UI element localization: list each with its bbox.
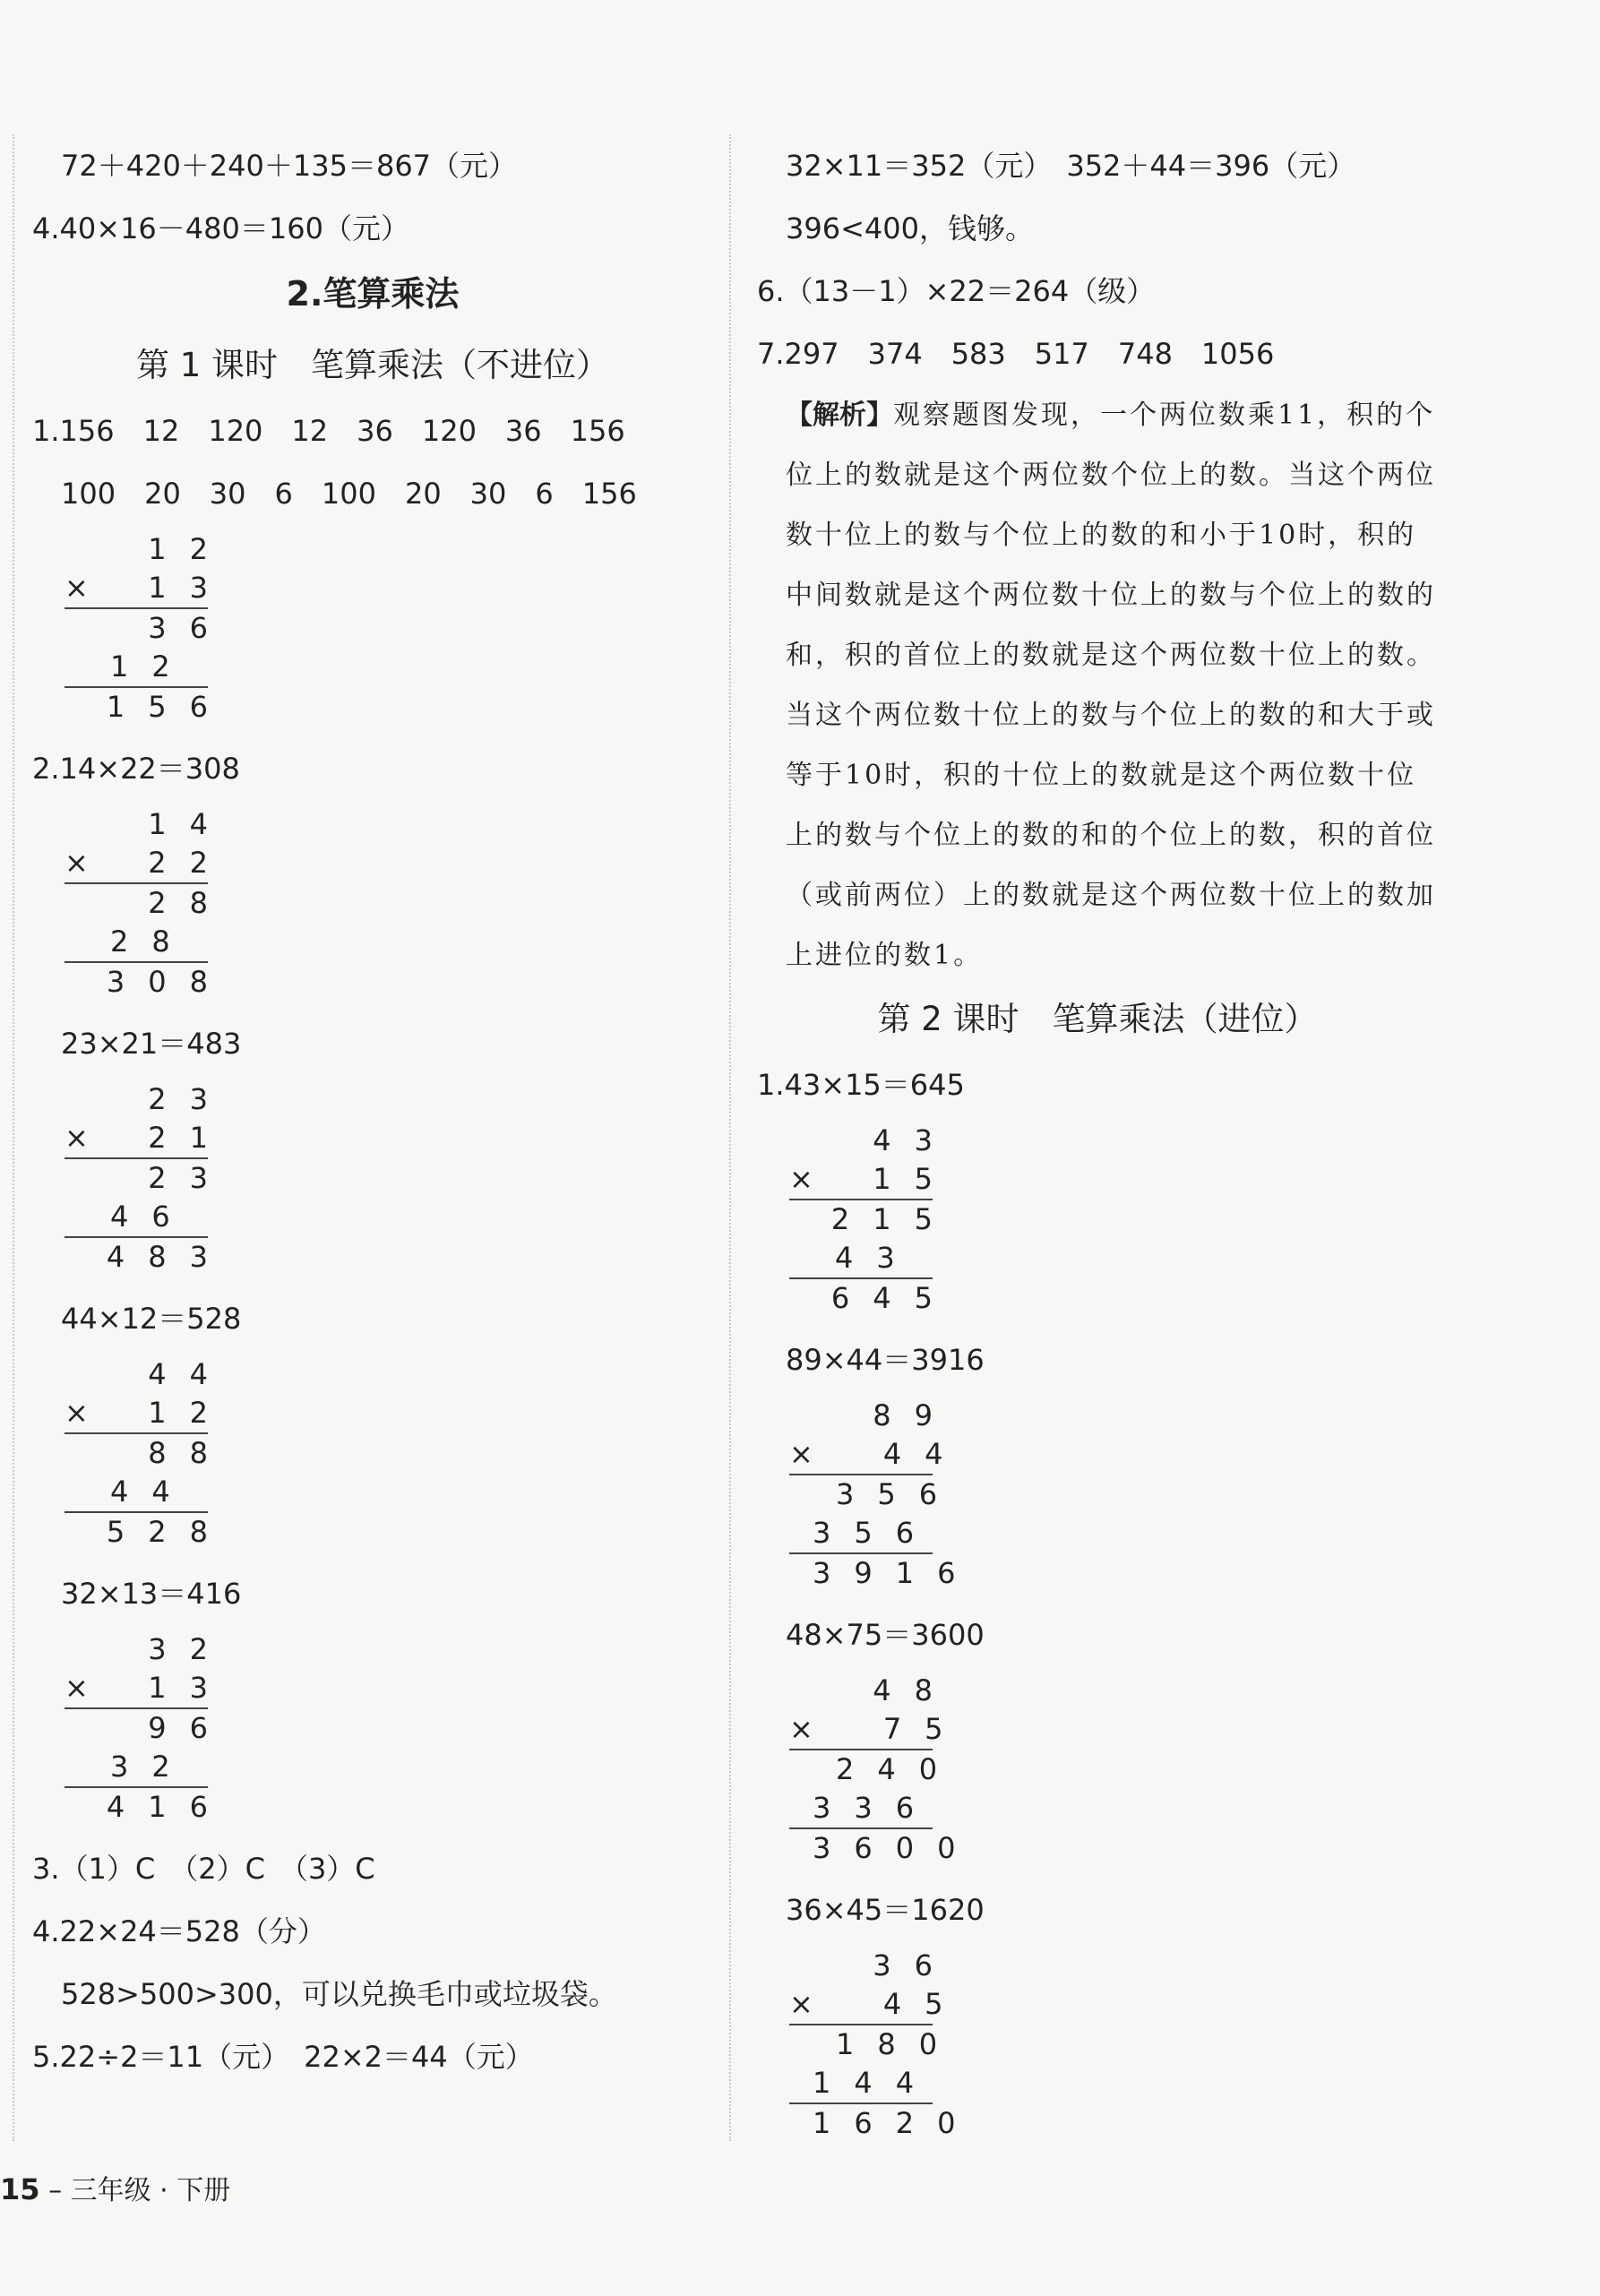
answer-line: 32×11＝352（元） 352＋44＝396（元） (786, 149, 1356, 183)
calc-digit (110, 1080, 125, 1119)
calc-digit: 8 (189, 965, 208, 999)
calc-digit: 6 (189, 611, 208, 645)
calc-digit: 5 (925, 1987, 943, 2021)
left-column (32, 134, 713, 2088)
calc-sign (65, 1080, 87, 1119)
answer-line: 4.40×16－480＝160（元） (32, 211, 409, 245)
calc-row (789, 1672, 933, 1710)
calc-digit: 1 (148, 1396, 167, 1430)
calc-digit: 5 (914, 1281, 933, 1315)
calc-row (789, 1554, 956, 1593)
calc-row (65, 1159, 208, 1198)
calc-sign (65, 1159, 87, 1198)
calc-sign (65, 1434, 87, 1473)
vertical-calc (789, 1672, 956, 1868)
calc-sign: × (789, 1987, 813, 2021)
calc-digit: 8 (189, 886, 208, 920)
calc-digit: 8 (873, 1398, 891, 1432)
calc-sign: × (789, 1162, 813, 1196)
calc-digit (918, 1239, 933, 1277)
calc-row (789, 1397, 933, 1435)
calc-sign (789, 1672, 796, 1710)
calc-digit: 0 (918, 2027, 938, 2061)
calc-digit: 3 (813, 1791, 831, 1825)
calc-digit: 2 (148, 1082, 167, 1116)
answer-line: 32×13＝416 (61, 1577, 242, 1611)
calc-sign (65, 884, 87, 923)
calc-sign (789, 1122, 812, 1160)
calc-digit: 8 (148, 1240, 167, 1274)
calc-digit: 2 (110, 924, 129, 959)
calc-digit: 1 (873, 1202, 891, 1236)
calc-sign (789, 1200, 808, 1239)
calc-sign: × (789, 1437, 813, 1471)
calc-digit: 4 (106, 1790, 125, 1824)
calc-row (789, 1947, 933, 1985)
calc-digit: 0 (918, 1752, 938, 1786)
calc-digit: 1 (148, 532, 167, 566)
calc-sign: × (789, 1712, 813, 1746)
calc-digit: 4 (854, 2066, 873, 2100)
calc-sign (65, 648, 87, 686)
answer-line: 1.43×15＝645 (757, 1068, 965, 1102)
calc-digit: 3 (854, 1791, 873, 1825)
calc-digit (194, 923, 208, 961)
column-divider (729, 134, 731, 2141)
calc-row (65, 1119, 208, 1159)
calc-digit: 1 (148, 571, 167, 605)
calc-digit (819, 1397, 822, 1435)
calc-digit: 3 (148, 611, 167, 645)
calc-sign (65, 923, 87, 961)
calc-digit (194, 1748, 208, 1786)
calc-row (65, 1669, 208, 1709)
calc-digit: 1 (813, 2106, 831, 2140)
calc-sign: × (65, 1121, 89, 1155)
calc-digit: 1 (148, 807, 167, 841)
vertical-calc (789, 1947, 956, 2143)
calc-digit (110, 1434, 125, 1473)
answer-line: 100 20 30 6 100 20 30 6 156 (61, 477, 637, 511)
calc-digit: 6 (854, 2106, 873, 2140)
calc-row (789, 2064, 933, 2104)
section-title: 2.笔算乘法 (286, 274, 460, 314)
calc-sign (789, 1239, 812, 1277)
answer-line: 23×21＝483 (61, 1027, 242, 1061)
calc-digit (846, 1672, 849, 1710)
calc-row (789, 1750, 938, 1789)
calc-digit (819, 1947, 822, 1985)
answer-line: 528>500>300，可以兑换毛巾或垃圾袋。 (61, 1977, 617, 2011)
calc-digit: 1 (895, 1556, 915, 1590)
calc-digit: 4 (106, 1240, 125, 1274)
calc-digit: 7 (882, 1712, 902, 1746)
calc-row (789, 1200, 933, 1239)
calc-digit: 6 (830, 1281, 850, 1315)
calc-digit: 3 (813, 1831, 831, 1865)
answer-line: 4.22×24＝528（分） (32, 1914, 326, 1948)
calc-digit (194, 648, 208, 686)
calc-row (65, 963, 208, 1002)
calc-sign (789, 1947, 796, 1985)
calc-digit (194, 1473, 208, 1511)
lesson-title: 第 1 课时 笔算乘法（不进位） (135, 346, 610, 384)
answer-line: 7.297 374 583 517 748 1056 (757, 337, 1275, 371)
calc-row (789, 2104, 956, 2143)
calc-row (65, 1394, 208, 1434)
calc-sign: × (65, 1671, 89, 1705)
calc-digit: 4 (873, 1281, 891, 1315)
calc-sign (65, 1630, 87, 1669)
calc-digit: 4 (189, 807, 208, 841)
calc-digit (110, 1630, 125, 1669)
calc-digit: 6 (895, 1516, 915, 1550)
page-footer (0, 2168, 230, 2207)
calc-digit: 5 (914, 1202, 933, 1236)
calc-sign (65, 1355, 87, 1394)
calc-digit: 8 (914, 1673, 933, 1707)
left-margin-rule (13, 134, 14, 2141)
calc-sign (65, 1238, 83, 1277)
vertical-calc (789, 1397, 956, 1593)
calc-sign (65, 1788, 83, 1827)
calc-sign (65, 530, 87, 569)
calc-row (789, 1475, 938, 1514)
calc-digit (846, 1947, 849, 1985)
calc-row (789, 1985, 943, 2025)
calc-digit: 3 (914, 1123, 933, 1157)
calc-digit (194, 1198, 208, 1236)
calc-digit: 4 (873, 1673, 891, 1707)
calc-row (789, 1239, 933, 1279)
calc-digit: 6 (937, 1556, 956, 1590)
calc-digit (112, 844, 125, 882)
calc-row (789, 1829, 956, 1868)
calc-digit (110, 1709, 125, 1748)
calc-sign (65, 609, 87, 648)
calc-sign (65, 963, 83, 1002)
calc-digit: 6 (895, 1791, 915, 1825)
calc-digit: 2 (189, 1396, 208, 1430)
vertical-calc (65, 1355, 208, 1552)
calc-digit: 5 (106, 1515, 125, 1549)
calc-digit: 4 (110, 1475, 129, 1509)
calc-row (789, 2025, 938, 2064)
calc-digit (110, 1355, 125, 1394)
calc-digit: 4 (882, 1987, 902, 2021)
calc-digit: 6 (854, 1831, 873, 1865)
calc-digit (112, 569, 125, 607)
answer-line: 6.（13－1）×22＝264（级） (757, 274, 1156, 308)
calc-digit: 3 (836, 1477, 855, 1511)
calc-row (65, 1473, 208, 1513)
answer-line: 3.（1）C （2）C （3）C (32, 1852, 375, 1886)
calc-row (65, 1709, 208, 1748)
vertical-calc (65, 1630, 208, 1827)
calc-sign: × (65, 571, 89, 605)
calc-digit: 4 (110, 1200, 129, 1234)
calc-row (789, 1789, 933, 1829)
vertical-calc (789, 1122, 933, 1318)
calc-row (789, 1435, 943, 1475)
calc-sign (789, 1397, 796, 1435)
calc-digit: 8 (877, 2027, 896, 2061)
calc-digit: 4 (925, 1437, 943, 1471)
calc-sign (65, 1709, 87, 1748)
calc-digit: 6 (914, 1948, 933, 1982)
footer-dash: – (48, 2175, 63, 2206)
calc-sign (65, 1748, 87, 1786)
calc-row (65, 884, 208, 923)
calc-digit (112, 1119, 125, 1157)
calc-digit: 1 (106, 690, 125, 724)
calc-digit: 8 (189, 1515, 208, 1549)
calc-digit: 9 (914, 1398, 933, 1432)
calc-digit: 6 (151, 1200, 170, 1234)
calc-digit: 2 (836, 1752, 855, 1786)
calc-digit: 6 (189, 1711, 208, 1745)
calc-digit (110, 884, 125, 923)
calc-digit (110, 530, 125, 569)
calc-digit: 6 (918, 1477, 938, 1511)
calc-digit: 8 (148, 1436, 167, 1470)
vertical-calc (65, 1080, 208, 1277)
calc-digit: 0 (895, 1831, 915, 1865)
calc-digit: 2 (148, 1161, 167, 1195)
calc-digit: 3 (189, 1082, 208, 1116)
answer-line: 1.156 12 120 12 36 120 36 156 (32, 414, 625, 448)
calc-digit: 5 (854, 1516, 873, 1550)
calc-digit (112, 1394, 125, 1432)
calc-row (65, 805, 208, 844)
calc-digit: 2 (148, 846, 167, 880)
calc-sign (65, 805, 87, 844)
calc-digit: 5 (148, 690, 167, 724)
calc-digit (110, 1159, 125, 1198)
calc-digit (112, 1669, 125, 1707)
calc-row (65, 844, 208, 884)
calc-row (65, 923, 208, 963)
calc-digit: 0 (937, 2106, 956, 2140)
calc-digit: 5 (925, 1712, 943, 1746)
answer-line: 36×45＝1620 (786, 1893, 985, 1927)
analysis-text: 观察题图发现，一个两位数乘11，积的个位上的数就是这个两位数个位上的数。当这个两位数十位上的数与个位上的数的和小于10时，积的中间数就是这个两位数十位上的数与个位上的数的和，积的首位上的数就是这个两位数十位上的数。当这个两位数十位上的数与个位上的数的和大于或等于10时，积的十位上的数就是这个两位数十位上的数与个位上的数的和的个位上的数，积的首位（或前两位）上的数就是这个两位数十位上的数加上进位的数1。 (786, 400, 1436, 971)
calc-digit: 3 (189, 1671, 208, 1705)
calc-digit: 2 (148, 1121, 167, 1155)
analysis-block (757, 385, 1438, 985)
calc-digit: 2 (189, 1632, 208, 1666)
calc-digit: 0 (148, 965, 167, 999)
calc-digit: 4 (877, 1752, 896, 1786)
calc-row (65, 688, 208, 727)
calc-digit: 3 (873, 1948, 891, 1982)
calc-digit: 3 (189, 571, 208, 605)
answer-line: 2.14×22＝308 (32, 752, 240, 786)
calc-digit: 2 (830, 1202, 850, 1236)
answer-line: 396<400，钱够。 (786, 211, 1034, 245)
calc-digit: 6 (189, 690, 208, 724)
calc-digit: 4 (835, 1241, 854, 1275)
calc-row (65, 530, 208, 569)
footer-grade: 三年级 · 下册 (70, 2175, 231, 2206)
calc-sign (65, 1513, 83, 1552)
calc-digit (819, 1672, 822, 1710)
calc-row (65, 648, 208, 688)
calc-digit: 3 (189, 1240, 208, 1274)
calc-digit: 2 (148, 1515, 167, 1549)
calc-row (65, 569, 208, 609)
calc-row (65, 1748, 208, 1788)
calc-digit: 9 (854, 1556, 873, 1590)
calc-digit: 4 (873, 1123, 891, 1157)
calc-row (789, 1122, 933, 1160)
calc-digit: 0 (937, 1831, 956, 1865)
calc-digit: 3 (813, 1556, 831, 1590)
calc-sign: × (65, 1396, 89, 1430)
calc-digit (110, 609, 125, 648)
calc-sign (789, 1279, 808, 1318)
calc-digit: 2 (148, 886, 167, 920)
calc-digit: 6 (189, 1790, 208, 1824)
calc-row (789, 1710, 943, 1750)
calc-digit: 4 (189, 1357, 208, 1391)
right-column (757, 134, 1438, 2154)
calc-row (65, 1434, 208, 1473)
calc-digit: 3 (876, 1241, 895, 1275)
answer-line: 48×75＝3600 (786, 1618, 985, 1652)
calc-digit: 3 (813, 1516, 831, 1550)
calc-digit: 1 (813, 2066, 831, 2100)
calc-row (65, 1355, 208, 1394)
calc-row (65, 1513, 208, 1552)
calc-digit: 2 (189, 846, 208, 880)
answer-line: 72＋420＋240＋135＝867（元） (61, 149, 518, 183)
lesson-title: 第 2 课时 笔算乘法（进位） (877, 1000, 1318, 1038)
calc-digit: 4 (895, 2066, 915, 2100)
calc-digit: 1 (148, 1671, 167, 1705)
calc-digit: 9 (148, 1711, 167, 1745)
calc-digit: 3 (110, 1750, 129, 1784)
calc-sign (65, 1473, 87, 1511)
vertical-calc (65, 530, 208, 727)
calc-digit: 2 (151, 1750, 170, 1784)
calc-digit: 5 (914, 1162, 933, 1196)
calc-row (65, 1198, 208, 1238)
analysis-tag: 【解析】 (786, 400, 893, 431)
calc-digit (835, 1122, 849, 1160)
calc-digit: 1 (836, 2027, 855, 2061)
calc-row (789, 1514, 933, 1554)
calc-digit (837, 1160, 849, 1199)
calc-row (65, 1080, 208, 1119)
calc-digit: 3 (106, 965, 125, 999)
calc-sign (65, 688, 83, 727)
calc-digit: 1 (873, 1162, 891, 1196)
page-number: 15 (0, 2172, 40, 2206)
calc-row (65, 609, 208, 648)
calc-row (65, 1630, 208, 1669)
calc-digit: 2 (895, 2106, 915, 2140)
calc-digit: 4 (148, 1357, 167, 1391)
calc-row (789, 1160, 933, 1200)
calc-digit: 1 (148, 1790, 167, 1824)
calc-digit: 8 (189, 1436, 208, 1470)
calc-row (789, 1279, 933, 1318)
calc-digit (846, 1397, 849, 1435)
calc-sign (65, 1198, 87, 1236)
calc-digit (110, 805, 125, 844)
calc-sign: × (65, 846, 89, 880)
calc-digit: 5 (877, 1477, 896, 1511)
calc-digit: 3 (189, 1161, 208, 1195)
answer-line: 89×44＝3916 (786, 1343, 985, 1377)
answer-line: 44×12＝528 (61, 1302, 242, 1336)
calc-digit: 4 (882, 1437, 902, 1471)
calc-row (65, 1788, 208, 1827)
vertical-calc (65, 805, 208, 1002)
calc-row (65, 1238, 208, 1277)
calc-digit: 2 (189, 532, 208, 566)
calc-digit: 1 (189, 1121, 208, 1155)
calc-digit: 1 (110, 649, 129, 684)
calc-digit: 8 (151, 924, 170, 959)
calc-digit: 3 (148, 1632, 167, 1666)
calc-digit: 4 (151, 1475, 170, 1509)
answer-line: 5.22÷2＝11（元） 22×2＝44（元） (32, 2040, 534, 2074)
calc-digit: 2 (151, 649, 170, 684)
